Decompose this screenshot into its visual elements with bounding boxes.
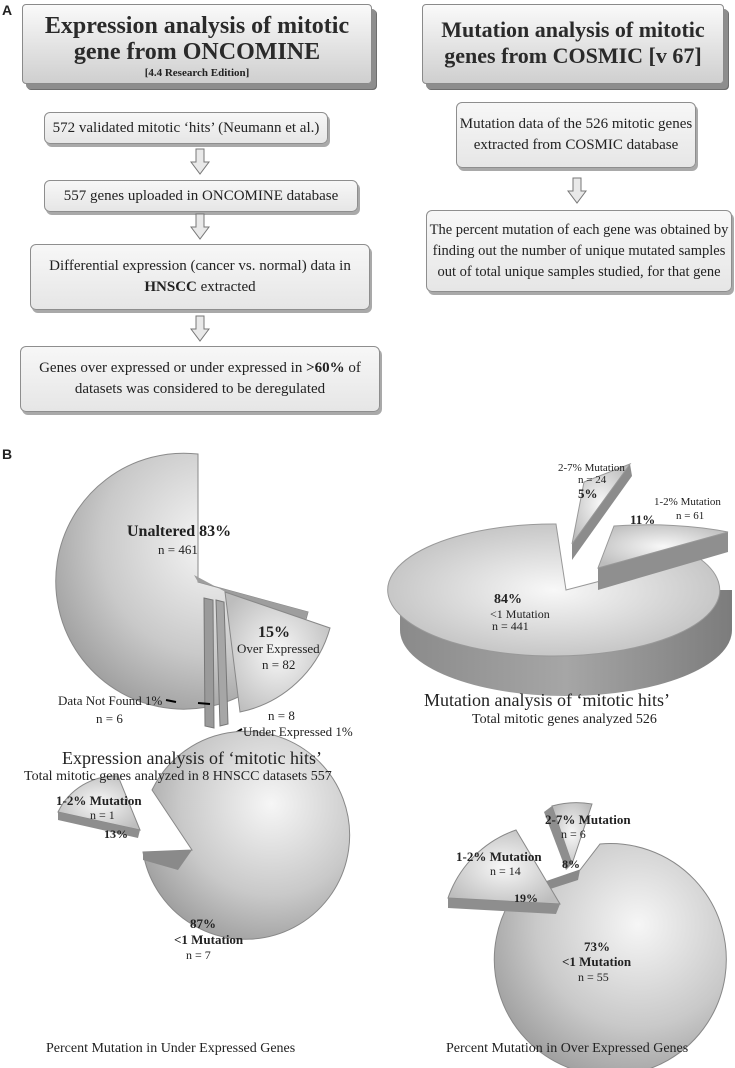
- step4-pre: Genes over expressed or under expressed in: [39, 360, 307, 376]
- expression-caption-1: Expression analysis of ‘mitotic hits’: [62, 748, 322, 768]
- mut27-n: n = 24: [578, 474, 607, 486]
- over-lt1-pct: 73%: [584, 939, 610, 954]
- over-mut27-n: n = 6: [561, 827, 586, 841]
- over-mut27-label: 2-7% Mutation: [545, 812, 631, 827]
- unaltered-label: Unaltered 83%: [127, 523, 232, 540]
- mut12-pct: 11%: [630, 512, 656, 527]
- over-lt1-n: n = 55: [578, 970, 609, 984]
- over-mut12-n: n = 14: [490, 864, 521, 878]
- over-expressed-label: Over Expressed: [237, 641, 320, 656]
- over-expressed-n: n = 82: [262, 657, 296, 672]
- not-found-n: n = 6: [96, 711, 123, 726]
- expression-caption-2: Total mitotic genes analyzed in 8 HNSCC datasets 557: [24, 769, 332, 784]
- step4-post: of: [344, 360, 361, 376]
- step3-line1: Differential expression (cancer vs. normal) data in: [49, 258, 351, 274]
- threshold-label: >60%: [306, 360, 345, 376]
- under-caption: Percent Mutation in Under Expressed Genes: [46, 1041, 296, 1056]
- under-mut12-label: 1-2% Mutation: [56, 793, 142, 808]
- not-found-label: Data Not Found 1%: [58, 693, 163, 708]
- cosmic-step2-line3: out of total unique samples studied, for that gene: [437, 263, 721, 280]
- unaltered-n: n = 461: [158, 542, 198, 557]
- mut12-n: n = 61: [676, 510, 705, 522]
- mutation-caption-2: Total mitotic genes analyzed 526: [472, 712, 657, 727]
- cosmic-step2-line1: The percent mutation of each gene was obtained by: [429, 221, 729, 238]
- over-lt1-label: <1 Mutation: [562, 954, 632, 969]
- mut27-pct: 5%: [578, 486, 598, 501]
- over-caption: Percent Mutation in Over Expressed Genes: [446, 1041, 689, 1056]
- mutation-caption-1: Mutation analysis of ‘mitotic hits’: [424, 690, 670, 710]
- mut-lt1-n: n = 441: [492, 619, 529, 633]
- oncomine-title-2: gene from ONCOMINE: [73, 39, 321, 65]
- over-mut27-pct: 8%: [562, 857, 580, 871]
- under-lt1-pct: 87%: [190, 916, 216, 931]
- step4-line2: datasets was considered to be deregulated: [74, 381, 326, 397]
- hnscc-label: HNSCC: [144, 279, 197, 295]
- step3-after: extracted: [196, 279, 256, 295]
- cosmic-title-2: genes from COSMIC [v 67]: [444, 43, 702, 68]
- mut12-label: 1-2% Mutation: [654, 496, 721, 508]
- over-pie: [448, 803, 726, 1068]
- cosmic-title-1: Mutation analysis of mitotic: [441, 17, 705, 42]
- mut-lt1-pct: 84%: [494, 592, 522, 607]
- oncomine-title-1: Expression analysis of mitotic: [44, 13, 350, 39]
- under-expressed-label: Under Expressed 1%: [243, 724, 353, 739]
- panel-a-letter: A: [2, 2, 13, 18]
- cosmic-step2-line2: finding out the number of unique mutated samples: [432, 242, 726, 259]
- cosmic-step1-line2: extracted from COSMIC database: [473, 137, 679, 153]
- slice-data-not-found: [204, 598, 214, 728]
- step-validated-hits: 572 validated mitotic ‘hits’ (Neumann et al.): [44, 112, 328, 144]
- mut27-label: 2-7% Mutation: [558, 462, 625, 474]
- step-genes-uploaded: 557 genes uploaded in ONCOMINE database: [44, 180, 358, 212]
- under-lt1-label: <1 Mutation: [174, 932, 244, 947]
- over-expressed-pct: 15%: [258, 624, 290, 641]
- cosmic-step1-line1: Mutation data of the 526 mitotic genes: [459, 116, 693, 132]
- mut-lt1-label: <1 Mutation: [490, 607, 550, 621]
- under-expressed-n: n = 8: [268, 708, 295, 723]
- under-lt1-n: n = 7: [186, 948, 211, 962]
- panel-b-letter: B: [2, 446, 13, 462]
- over-mut12-label: 1-2% Mutation: [456, 849, 542, 864]
- oncomine-subtitle: [4.4 Research Edition]: [144, 67, 250, 79]
- under-mut12-pct: 13%: [104, 827, 128, 841]
- over-mut12-pct: 19%: [514, 891, 538, 905]
- arrow-not-found: [198, 703, 210, 704]
- under-mut12-n: n = 1: [90, 808, 115, 822]
